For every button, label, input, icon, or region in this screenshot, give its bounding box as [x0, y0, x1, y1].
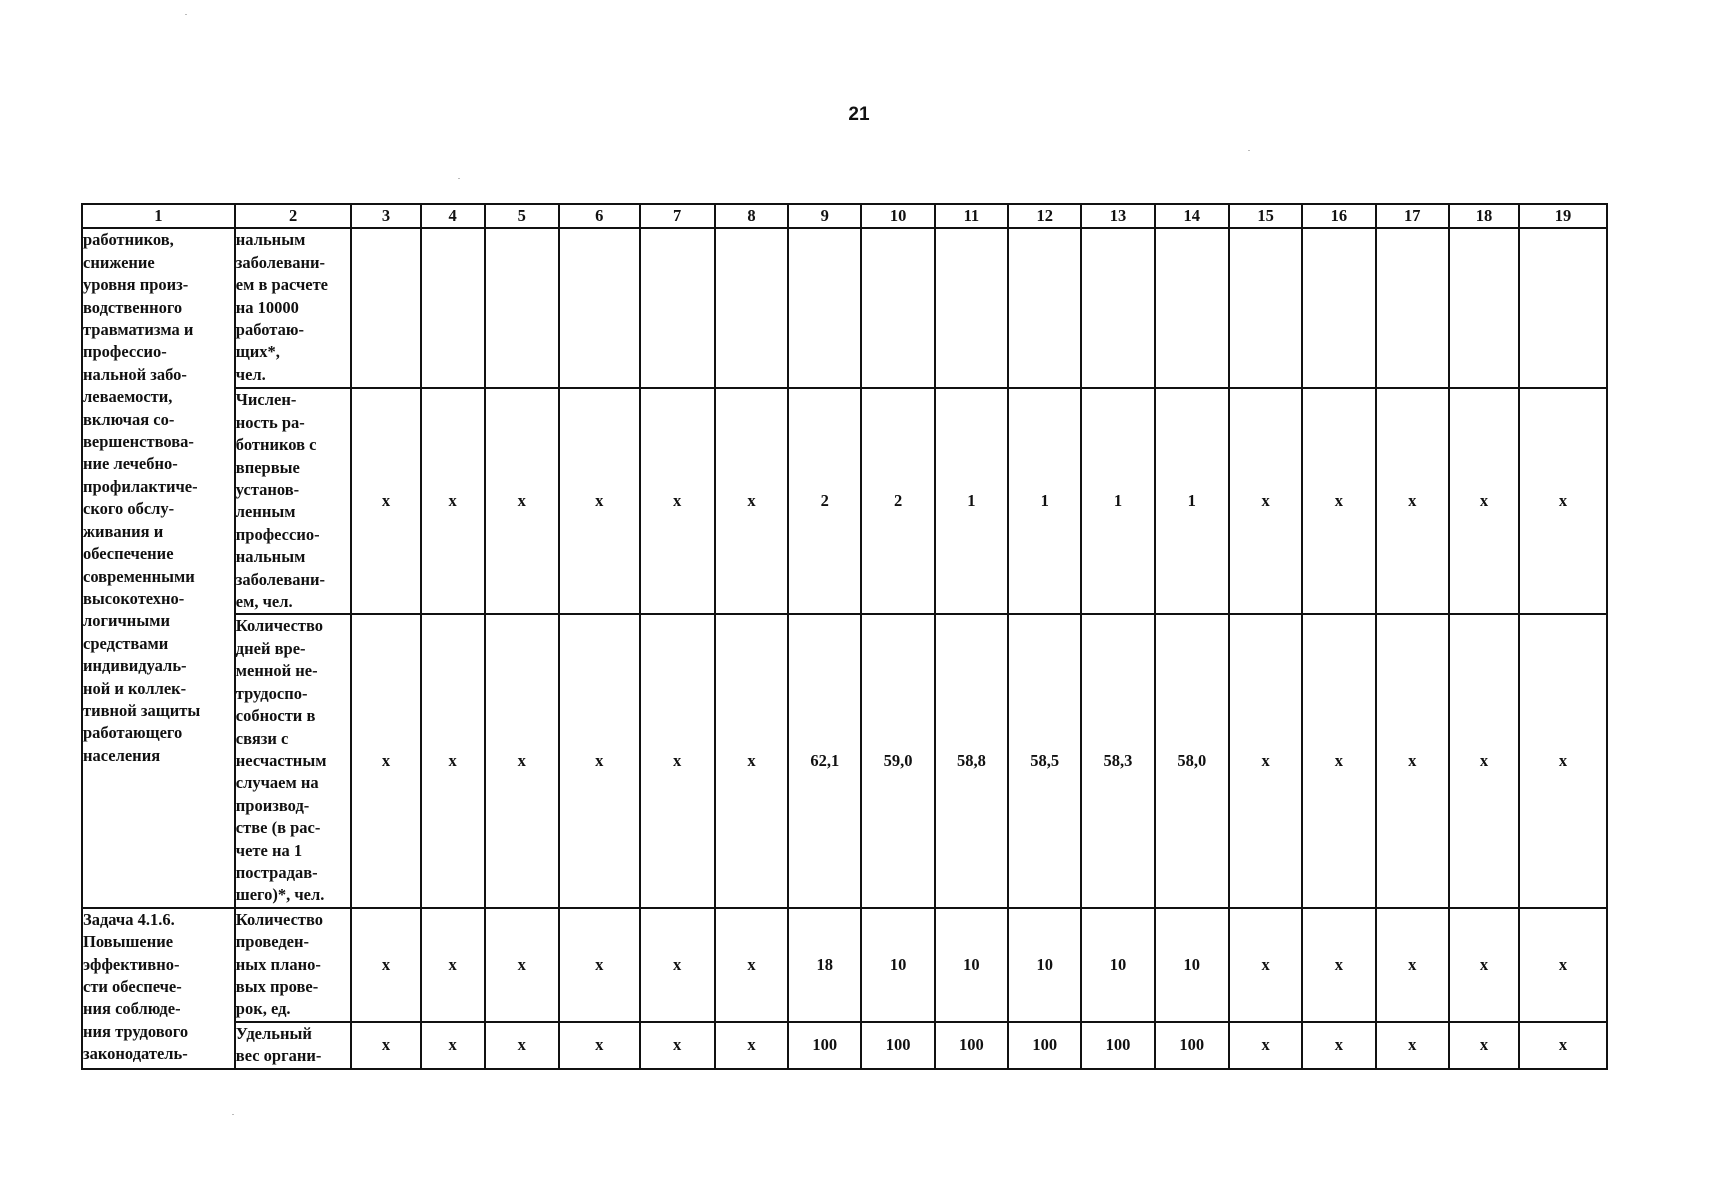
value-cell: x — [1229, 614, 1302, 907]
value-cell — [351, 228, 420, 388]
task-text-line: современными — [83, 566, 195, 586]
value-cell — [1008, 228, 1081, 388]
indicator-text-line: случаем на — [235, 773, 319, 793]
table-row — [82, 614, 1607, 907]
value-cell: x — [1376, 614, 1449, 907]
column-header: 4 — [421, 204, 485, 228]
task-text-line: леваемости, — [83, 387, 173, 407]
task-text-line: снижение — [83, 252, 155, 272]
indicator-text-line: Числен- — [235, 390, 297, 410]
indicator-text-line: Количество — [235, 616, 324, 636]
value-cell: 100 — [1155, 1022, 1229, 1069]
indicator-text-line: пострадав- — [235, 862, 318, 882]
task-text-line: вершенствова- — [83, 432, 194, 452]
column-header: 13 — [1081, 204, 1154, 228]
value-cell: x — [1376, 388, 1449, 614]
indicator-text-line: производ- — [235, 795, 310, 815]
column-header: 10 — [861, 204, 934, 228]
column-header: 2 — [235, 204, 352, 228]
indicator-text-line: трудоспо- — [235, 683, 308, 703]
table-row — [82, 388, 1607, 614]
value-cell — [1229, 228, 1302, 388]
task-text-line: высокотехно- — [83, 588, 185, 608]
indicator-text-line: рок, ед. — [235, 999, 291, 1019]
value-cell: x — [1302, 614, 1375, 907]
value-cell: 10 — [1155, 908, 1229, 1022]
column-header: 6 — [559, 204, 640, 228]
table-row — [82, 228, 1607, 388]
value-cell: x — [640, 908, 715, 1022]
value-cell: x — [421, 908, 485, 1022]
value-cell: x — [1449, 614, 1519, 907]
task-text-line: уровня произ- — [83, 275, 189, 295]
value-cell — [421, 228, 485, 388]
value-cell: 100 — [861, 1022, 934, 1069]
task-text-line: профессио- — [83, 342, 167, 362]
value-cell: x — [1519, 388, 1607, 614]
task-text-line: живания и — [83, 521, 164, 541]
value-cell: 100 — [1081, 1022, 1154, 1069]
value-cell — [1155, 228, 1229, 388]
indicators-table — [81, 203, 1608, 1070]
column-header: 3 — [351, 204, 420, 228]
table-header-row — [82, 204, 1607, 228]
value-cell — [1519, 228, 1607, 388]
value-cell: x — [1302, 908, 1375, 1022]
value-cell: x — [1376, 908, 1449, 1022]
task-cell — [82, 908, 235, 1069]
value-cell: x — [559, 614, 640, 907]
indicator-text-line: нальным — [235, 547, 306, 567]
value-cell — [935, 228, 1008, 388]
value-cell: 58,8 — [935, 614, 1008, 907]
value-cell — [485, 228, 559, 388]
value-cell — [788, 228, 861, 388]
value-cell: x — [1449, 908, 1519, 1022]
indicator-cell — [235, 908, 352, 1022]
page-number: 21 — [848, 104, 870, 125]
value-cell: x — [1519, 614, 1607, 907]
value-cell: 59,0 — [861, 614, 934, 907]
value-cell — [1449, 228, 1519, 388]
indicator-text-line: собности в — [235, 706, 316, 726]
task-text-line: населения — [83, 745, 161, 765]
scan-speck — [1248, 150, 1250, 151]
task-text-line: включая со- — [83, 409, 175, 429]
column-header: 9 — [788, 204, 861, 228]
task-text-line: логичными — [83, 611, 170, 631]
indicator-text-line: чете на 1 — [235, 840, 303, 860]
value-cell — [559, 228, 640, 388]
value-cell: 1 — [1081, 388, 1154, 614]
value-cell: x — [640, 388, 715, 614]
value-cell: x — [559, 388, 640, 614]
value-cell: x — [1229, 908, 1302, 1022]
column-header: 19 — [1519, 204, 1607, 228]
task-text-line: работающего — [83, 723, 183, 743]
value-cell: 10 — [861, 908, 934, 1022]
task-text-line: обеспечение — [83, 544, 174, 564]
column-header: 17 — [1376, 204, 1449, 228]
value-cell: 62,1 — [788, 614, 861, 907]
value-cell — [640, 228, 715, 388]
value-cell — [1302, 228, 1375, 388]
column-header: 15 — [1229, 204, 1302, 228]
indicator-text-line: щих*, — [235, 342, 280, 362]
value-cell: 100 — [788, 1022, 861, 1069]
indicator-text-line: ных плано- — [235, 954, 321, 974]
value-cell: 10 — [1081, 908, 1154, 1022]
indicator-text-line: связи с — [235, 728, 289, 748]
value-cell: x — [485, 614, 559, 907]
indicator-text-line: Удельный — [235, 1023, 312, 1043]
indicator-text-line: несчастным — [235, 750, 327, 770]
column-header: 11 — [935, 204, 1008, 228]
value-cell: x — [351, 614, 420, 907]
indicator-cell — [235, 1022, 352, 1069]
value-cell: 18 — [788, 908, 861, 1022]
indicator-text-line: профессио- — [235, 524, 320, 544]
value-cell: x — [1519, 908, 1607, 1022]
column-header: 18 — [1449, 204, 1519, 228]
task-text-line: средствами — [83, 633, 169, 653]
value-cell: 10 — [935, 908, 1008, 1022]
value-cell: x — [559, 1022, 640, 1069]
indicator-text-line: ность ра- — [235, 412, 305, 432]
value-cell: 58,5 — [1008, 614, 1081, 907]
value-cell: x — [421, 614, 485, 907]
value-cell: x — [351, 388, 420, 614]
value-cell: x — [1302, 1022, 1375, 1069]
task-text-line: работников, — [83, 230, 174, 250]
indicator-text-line: нальным — [235, 230, 306, 250]
value-cell: x — [559, 908, 640, 1022]
task-text-line: травматизма и — [83, 320, 194, 340]
value-cell: x — [421, 1022, 485, 1069]
column-header: 7 — [640, 204, 715, 228]
value-cell: 58,3 — [1081, 614, 1154, 907]
indicator-text-line: ем, чел. — [235, 592, 293, 612]
task-text-line: Задача 4.1.6. — [83, 909, 175, 929]
indicator-text-line: менной не- — [235, 661, 318, 681]
indicator-text-line: Количество — [235, 909, 324, 929]
value-cell: x — [1229, 1022, 1302, 1069]
value-cell: x — [1376, 1022, 1449, 1069]
indicator-text-line: на 10000 — [235, 297, 299, 317]
value-cell: x — [640, 1022, 715, 1069]
task-text-line: ния соблюде- — [83, 999, 181, 1019]
indicator-text-line: чел. — [235, 364, 266, 384]
table-row — [82, 908, 1607, 1022]
indicator-text-line: работаю- — [235, 320, 304, 340]
indicator-text-line: ленным — [235, 502, 296, 522]
task-text-line: ния трудового — [83, 1021, 189, 1041]
indicator-text-line: дней вре- — [235, 638, 306, 658]
value-cell: 1 — [1008, 388, 1081, 614]
value-cell: x — [640, 614, 715, 907]
value-cell: x — [715, 388, 788, 614]
task-cell — [82, 228, 235, 907]
task-text-line: законодатель- — [83, 1044, 188, 1064]
scan-speck — [185, 14, 187, 15]
column-header: 14 — [1155, 204, 1229, 228]
value-cell: x — [351, 908, 420, 1022]
task-text-line: нальной забо- — [83, 364, 187, 384]
value-cell: x — [421, 388, 485, 614]
value-cell — [715, 228, 788, 388]
task-text-line: ние лечебно- — [83, 454, 178, 474]
task-text-line: эффективно- — [83, 954, 180, 974]
value-cell: x — [1449, 388, 1519, 614]
value-cell: x — [351, 1022, 420, 1069]
value-cell: 1 — [1155, 388, 1229, 614]
task-text-line: тивной защиты — [83, 700, 201, 720]
value-cell: 100 — [935, 1022, 1008, 1069]
indicator-text-line: установ- — [235, 480, 300, 500]
value-cell: x — [1229, 388, 1302, 614]
value-cell: x — [485, 1022, 559, 1069]
task-text-line: ского обслу- — [83, 499, 175, 519]
value-cell: x — [715, 614, 788, 907]
table-row — [82, 1022, 1607, 1069]
value-cell: 1 — [935, 388, 1008, 614]
value-cell: 58,0 — [1155, 614, 1229, 907]
value-cell — [1376, 228, 1449, 388]
scan-speck — [232, 1114, 234, 1115]
indicator-text-line: проведен- — [235, 932, 310, 952]
indicator-cell — [235, 614, 352, 907]
value-cell: 2 — [788, 388, 861, 614]
value-cell: x — [485, 388, 559, 614]
indicator-text-line: вес органи- — [235, 1046, 322, 1066]
indicator-text-line: заболевани- — [235, 252, 325, 272]
task-text-line: ной и коллек- — [83, 678, 187, 698]
value-cell — [1081, 228, 1154, 388]
indicator-text-line: ем в расчете — [235, 275, 328, 295]
value-cell: x — [715, 908, 788, 1022]
value-cell: x — [1519, 1022, 1607, 1069]
indicator-text-line: вых прове- — [235, 976, 319, 996]
value-cell: 10 — [1008, 908, 1081, 1022]
indicator-cell — [235, 388, 352, 614]
column-header: 8 — [715, 204, 788, 228]
column-header: 12 — [1008, 204, 1081, 228]
indicator-text-line: заболевани- — [235, 569, 325, 589]
value-cell: x — [715, 1022, 788, 1069]
indicator-text-line: стве (в рас- — [235, 818, 321, 838]
task-text-line: водственного — [83, 297, 183, 317]
value-cell — [861, 228, 934, 388]
task-text-line: Повышение — [83, 932, 174, 952]
column-header: 1 — [82, 204, 235, 228]
scan-speck — [458, 178, 460, 179]
value-cell: x — [1449, 1022, 1519, 1069]
column-header: 5 — [485, 204, 559, 228]
task-text-line: профилактиче- — [83, 476, 198, 496]
task-text-line: сти обеспече- — [83, 976, 182, 996]
column-header: 16 — [1302, 204, 1375, 228]
indicator-text-line: шего)*, чел. — [235, 885, 325, 905]
value-cell: 100 — [1008, 1022, 1081, 1069]
value-cell: x — [1302, 388, 1375, 614]
value-cell: x — [485, 908, 559, 1022]
indicator-text-line: впервые — [235, 457, 300, 477]
value-cell: 2 — [861, 388, 934, 614]
indicator-cell — [235, 228, 352, 388]
task-text-line: индивидуаль- — [83, 656, 187, 676]
indicator-text-line: ботников с — [235, 435, 317, 455]
